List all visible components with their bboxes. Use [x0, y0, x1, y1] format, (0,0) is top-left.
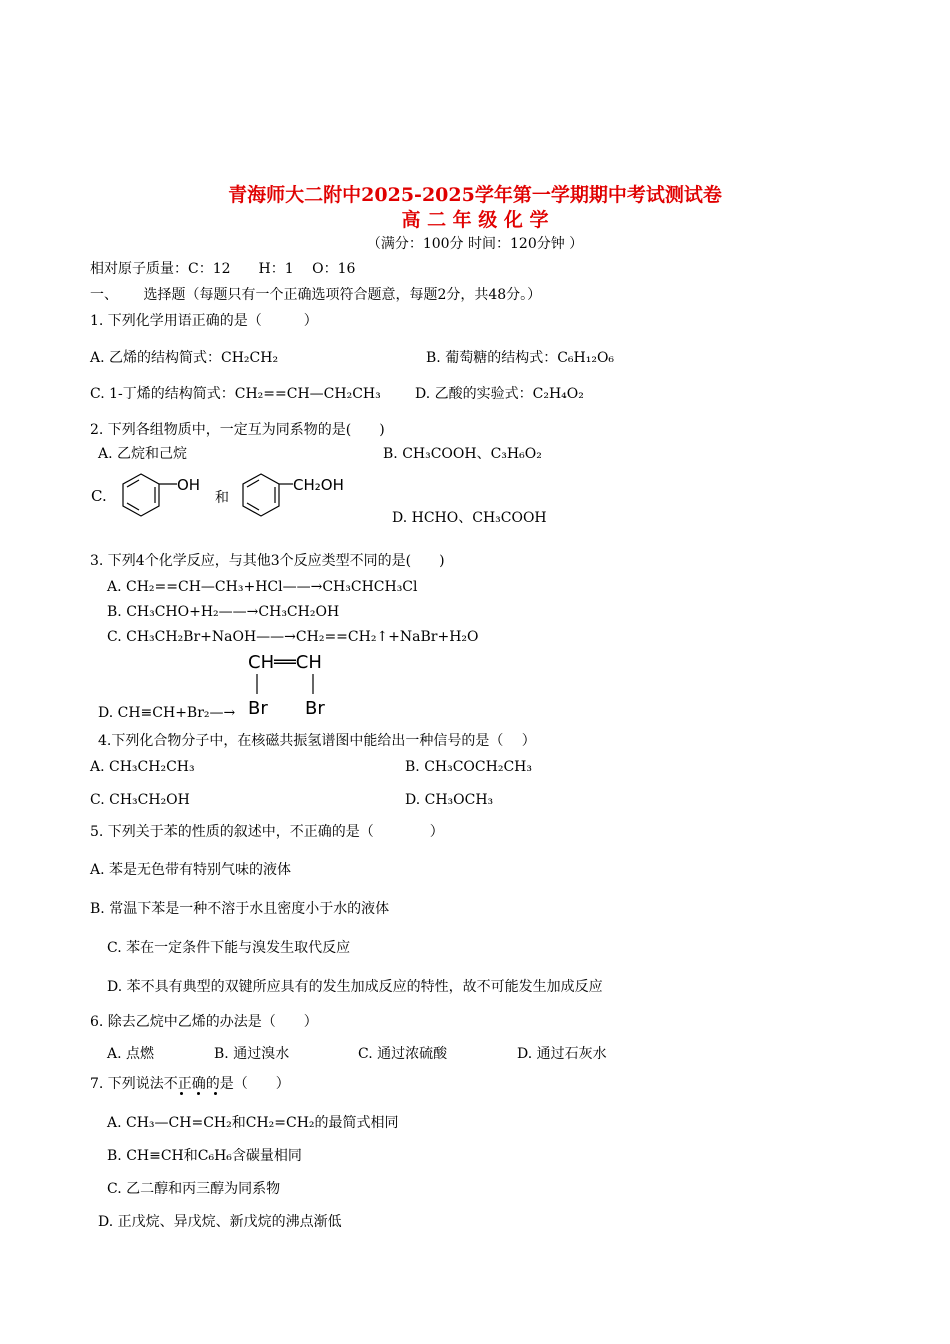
q1-option-b: B. 葡萄糖的结构式：C₆H₁₂O₆	[426, 350, 615, 366]
q5-option-d: D. 苯不具有典型的双键所应具有的发生加成反应的特性，故不可能发生加成反应	[107, 979, 603, 995]
q6-stem: 6. 除去乙烷中乙烯的办法是（ ）	[90, 1014, 318, 1030]
exam-info: （满分：100分 时间：120分钟 ）	[366, 236, 584, 252]
q5-option-c: C. 苯在一定条件下能与溴发生取代反应	[107, 940, 351, 956]
q4-option-b: B. CH₃COCH₂CH₃	[405, 759, 532, 775]
q3-stem: 3. 下列4个化学反应，与其他3个反应类型不同的是( )	[90, 553, 445, 569]
benzene-ring-icon	[123, 474, 177, 516]
q3-d-product-top: CH══CH	[248, 652, 322, 673]
q2-c-label: C.	[91, 487, 107, 505]
q3-option-d: D. CH≡CH+Br₂—→	[98, 705, 236, 721]
q7-option-a: A. CH₃—CH=CH₂和CH₂=CH₂的最简式相同	[107, 1115, 399, 1131]
q1-stem: 1. 下列化学用语正确的是（ ）	[90, 313, 318, 329]
q2-c-and: 和	[215, 490, 229, 506]
exam-subtitle: 高 二 年 级 化 学	[401, 209, 549, 231]
benzene-ring-icon	[243, 474, 293, 516]
exam-title: 青海师大二附中2025-2025学年第一学期期中考试测试卷	[228, 184, 722, 206]
q4-option-a: A. CH₃CH₂CH₃	[90, 759, 195, 775]
q2-option-b: B. CH₃COOH、C₃H₆O₂	[383, 446, 542, 462]
q3-option-a: A. CH₂==CH—CH₃+HCl——→CH₃CHCH₃Cl	[107, 579, 418, 595]
emphasis-dot	[214, 1092, 217, 1095]
q2-c-oh: OH	[177, 476, 201, 494]
q5-stem: 5. 下列关于苯的性质的叙述中，不正确的是（ ）	[90, 824, 444, 840]
atomic-masses: 相对原子质量：C：12 H：1 O：16	[90, 261, 356, 277]
q3-option-b: B. CH₃CHO+H₂——→CH₃CH₂OH	[107, 604, 340, 620]
q2-option-c-structures	[85, 466, 375, 530]
q7-stem: 7. 下列说法不正确的是（ ）	[90, 1076, 290, 1092]
emphasis-dot	[180, 1092, 183, 1095]
section-heading: 一、 选择题（每题只有一个正确选项符合题意，每题2分，共48分。）	[90, 287, 542, 303]
q6-option-d: D. 通过石灰水	[517, 1046, 607, 1062]
q3-d-br2: Br	[305, 698, 325, 719]
q2-stem: 2. 下列各组物质中，一定互为同系物的是( )	[90, 422, 385, 438]
q4-stem: 4.下列化合物分子中，在核磁共振氢谱图中能给出一种信号的是（ ）	[98, 733, 536, 749]
q7-option-c: C. 乙二醇和丙三醇为同系物	[107, 1181, 281, 1197]
q5-option-b: B. 常温下苯是一种不溶于水且密度小于水的液体	[90, 901, 390, 917]
q4-option-c: C. CH₃CH₂OH	[90, 792, 190, 808]
q7-option-d: D. 正戊烷、异戊烷、新戊烷的沸点渐低	[98, 1214, 342, 1230]
q3-d-br1: Br	[248, 698, 268, 719]
q1-option-a: A. 乙烯的结构简式：CH₂CH₂	[90, 350, 279, 366]
q2-c-ch2oh: CH₂OH	[293, 476, 344, 494]
q6-option-a: A. 点燃	[107, 1046, 155, 1062]
q5-option-a: A. 苯是无色带有特别气味的液体	[90, 862, 292, 878]
q2-option-a: A. 乙烷和己烷	[98, 446, 188, 462]
q4-option-d: D. CH₃OCH₃	[405, 792, 494, 808]
q1-option-d: D. 乙酸的实验式：C₂H₄O₂	[415, 386, 584, 402]
q7-option-b: B. CH≡CH和C₆H₆含碳量相同	[107, 1148, 302, 1164]
q6-option-b: B. 通过溴水	[214, 1046, 290, 1062]
q3-option-c: C. CH₃CH₂Br+NaOH——→CH₂==CH₂↑+NaBr+H₂O	[107, 629, 479, 645]
q1-option-c: C. 1-丁烯的结构简式：CH₂==CH—CH₂CH₃	[90, 386, 381, 402]
emphasis-dot	[197, 1092, 200, 1095]
q2-option-d: D. HCHO、CH₃COOH	[392, 510, 547, 526]
q6-option-c: C. 通过浓硫酸	[358, 1046, 448, 1062]
emphasis-dots	[178, 1092, 238, 1098]
q3-d-product-structure	[244, 650, 354, 720]
